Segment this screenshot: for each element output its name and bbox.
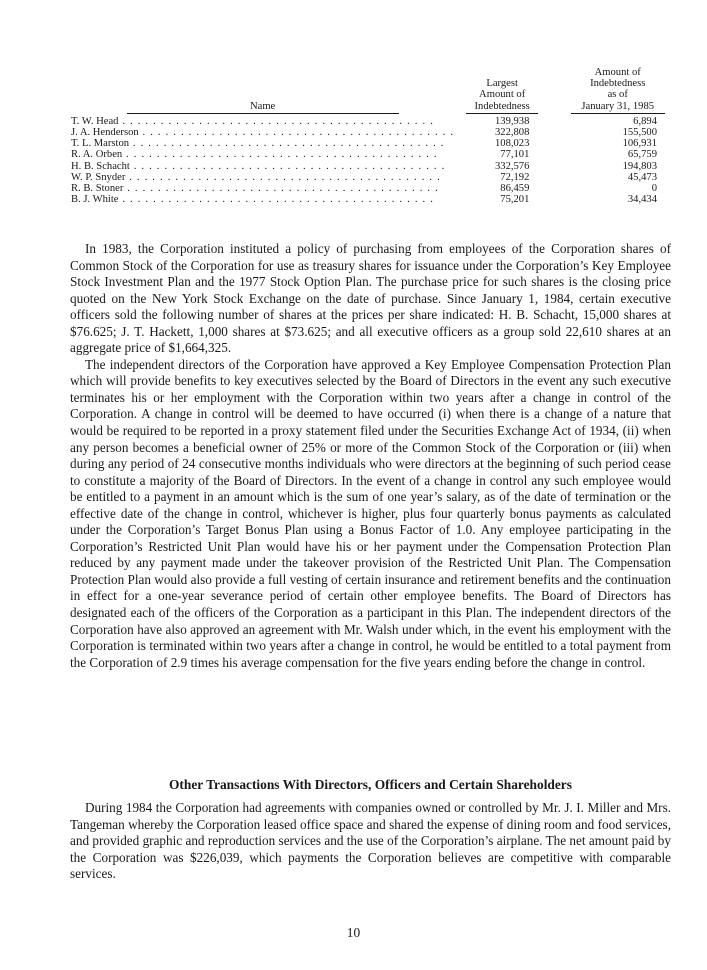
dot-leader: . . . . . . . . . . . . . . . . . . . . . . . . . . . . . . . . . . . . . . . . .: [138, 127, 455, 139]
row-current: 34,434: [627, 194, 657, 206]
row-current: 106,931: [622, 138, 657, 150]
header-largest-cell: [465, 67, 540, 114]
row-largest: 332,576: [494, 160, 530, 172]
table-row: [71, 172, 671, 183]
row-name: T. L. Marston: [71, 138, 130, 150]
row-current: 194,803: [622, 160, 657, 172]
dot-leader: . . . . . . . . . . . . . . . . . . . . . . . . . . . . . . . . . . . . . . . . .: [125, 171, 441, 183]
row-current: 155,500: [622, 127, 657, 139]
row-name: R. A. Orben: [71, 149, 123, 161]
row-current: 65,759: [627, 149, 657, 161]
header-name-cell: [71, 67, 454, 114]
table-row: [71, 114, 671, 127]
row-largest: 322,808: [494, 127, 530, 139]
table-row: [71, 161, 671, 172]
page-number: 10: [346, 925, 361, 940]
row-name: J. A. Henderson: [71, 127, 139, 139]
row-largest: 77,101: [500, 149, 530, 161]
row-largest: 72,192: [500, 171, 530, 183]
header-current-cell: [564, 67, 671, 114]
row-current: 6,894: [633, 115, 657, 127]
dot-leader: . . . . . . . . . . . . . . . . . . . . . . . . . . . . . . . . . . . . . . . . .: [129, 138, 445, 150]
table-row: [71, 194, 671, 205]
table-header-row: [71, 67, 671, 114]
section-heading: Other Transactions With Directors, Officers and Certain Shareholders: [169, 777, 572, 792]
paragraph-compensation-plan: The independent directors of the Corporation have approved a Key Employee Compensation Protection Plan which will provide benefits to key executives selected by the Board of Directors in the event any such executive terminates his or her employment with the Corporation within two years after a change in control of the Corporation. A change in control will be deemed to have occurred (i) when there is a change of a nature that would be required to be reported in a proxy statement filed under the Securities Exchange Act of 1934, (ii) when any person becomes a beneficial owner of 25% or more of the Common Stock of the Corporation or (iii) when during any period of 24 consecutive months individuals who were directors at the beginning of such period cease to constitute a majority of the Board of Directors. In the event of a change in control any such employee would be entitled to a payment in an amount which is the sum of one year’s salary, as of the date of termination or the effective date of the change in control, whichever is higher, plus four quarterly bonus payments as calculated under the Corporation’s Target Bonus Plan using a Bonus Factor of 1.0. Any employee participating in the Corporation’s Restricted Unit Plan would have his or her payment under the Compensation Protection Plan reduced by any payment made under the takeover provision of the Restricted Unit Plan. The Compensation Protection Plan would also provide a full vesting of certain insurance and retirement benefits and the continuation in effect for a one-year severance period of certain other employee benefits. The Board of Directors has designated each of the officers of the Corporation as a participant in this Plan. The independent directors of the Corporation have also approved an agreement with Mr. Walsh under which, in the event his employment with the Corporation is terminated within two years after a change in control, he would be entitled to a total payment from the Corporation of 2.9 times his average compensation for the five years ending before the change in control.: [70, 356, 671, 670]
dot-leader: . . . . . . . . . . . . . . . . . . . . . . . . . . . . . . . . . . . . . . . . .: [129, 160, 446, 172]
dot-leader: . . . . . . . . . . . . . . . . . . . . . . . . . . . . . . . . . . . . . . . . .: [123, 183, 439, 195]
row-largest: 139,938: [494, 115, 530, 127]
paragraph-stock-purchase: In 1983, the Corporation instituted a policy of purchasing from employees of the Corporation shares of Common Stock of the Corporation for use as treasury shares for issuance under the Corporation’s Key Employee Stock Investment Plan and the 1977 Stock Option Plan. The purchase price for such shares is the closing price quoted on the New York Stock Exchange on the date of purchase. Since January 1, 1984, certain executive officers sold the following number of shares at the prices per share indicated: H. B. Schacht, 15,000 shares at $76.625; J. T. Hackett, 1,000 shares at $73.625; and all executive officers as a group sold 22,610 shares at an aggregate price of $1,664,325.: [70, 241, 671, 356]
header-current-amount: Amount of Indebtedness as of January 31, 1985: [571, 67, 665, 114]
table-row: [71, 183, 671, 194]
table-row: [71, 138, 671, 149]
header-largest-amount: Largest Amount of Indebtedness: [466, 78, 538, 114]
row-current: 45,473: [627, 171, 657, 183]
row-name: W. P. Snyder: [71, 171, 126, 183]
table-row: [71, 149, 671, 160]
row-current: 0: [651, 183, 657, 195]
table-row: [71, 127, 671, 138]
row-name: B. J. White: [71, 194, 119, 206]
row-name: T. W. Head: [71, 115, 119, 127]
row-name: H. B. Schacht: [71, 160, 130, 172]
header-name: Name: [127, 101, 399, 114]
row-name: R. B. Stoner: [71, 183, 124, 195]
section-body: [70, 800, 671, 883]
dot-leader: . . . . . . . . . . . . . . . . . . . . . . . . . . . . . . . . . . . . . . . . .: [122, 149, 438, 161]
body-text: [70, 241, 671, 671]
paragraph-other-transactions: During 1984 the Corporation had agreements with companies owned or controlled by Mr. J. I. Miller and Mrs. Tangeman whereby the Corporation leased office space and shared the expense of dining room and food services, and provided graphic and reproduction services and the use of the Corporation’s airplane. The net amount paid by the Corporation was $226,039, which payments the Corporation believes are competitive with comparable services.: [70, 800, 671, 882]
indebtedness-table: [71, 67, 671, 205]
dot-leader: . . . . . . . . . . . . . . . . . . . . . . . . . . . . . . . . . . . . . . . . .: [118, 115, 435, 127]
row-largest: 75,201: [500, 194, 530, 206]
row-largest: 86,459: [500, 183, 530, 195]
dot-leader: . . . . . . . . . . . . . . . . . . . . . . . . . . . . . . . . . . . . . . . . .: [118, 194, 435, 206]
row-largest: 108,023: [494, 138, 530, 150]
